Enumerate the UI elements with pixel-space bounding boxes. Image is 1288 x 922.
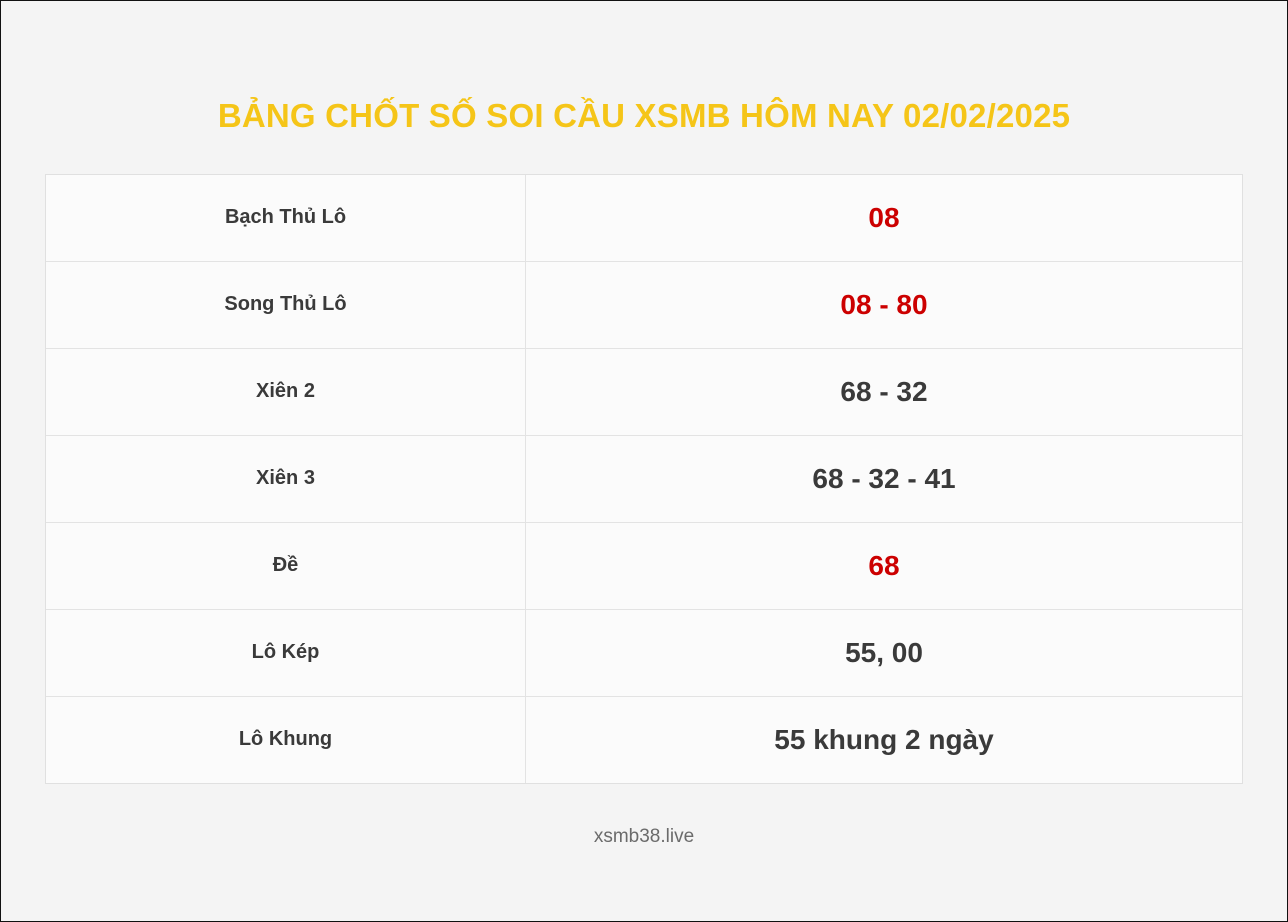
table-row [46,610,1242,697]
row-label: Lô Khung [46,697,526,783]
row-label: Xiên 2 [46,349,526,435]
row-value: 68 - 32 - 41 [526,436,1242,522]
row-value: 08 [526,175,1242,261]
table-row [46,175,1242,262]
site-watermark: xsmb38.live [593,825,695,847]
row-label: Lô Kép [46,610,526,696]
row-value: 68 - 32 [526,349,1242,435]
prediction-table [45,174,1243,784]
page-title: BẢNG CHỐT SỐ SOI CẦU XSMB HÔM NAY 02/02/2025 [217,97,1071,134]
row-label: Đề [46,523,526,609]
row-label: Song Thủ Lô [46,262,526,348]
table-row [46,262,1242,349]
row-value: 55 khung 2 ngày [526,697,1242,783]
row-label: Bạch Thủ Lô [46,175,526,261]
table-row [46,436,1242,523]
row-value: 55, 00 [526,610,1242,696]
table-row [46,349,1242,436]
table-row [46,523,1242,610]
row-value: 08 - 80 [526,262,1242,348]
table-row [46,697,1242,783]
row-label: Xiên 3 [46,436,526,522]
row-value: 68 [526,523,1242,609]
